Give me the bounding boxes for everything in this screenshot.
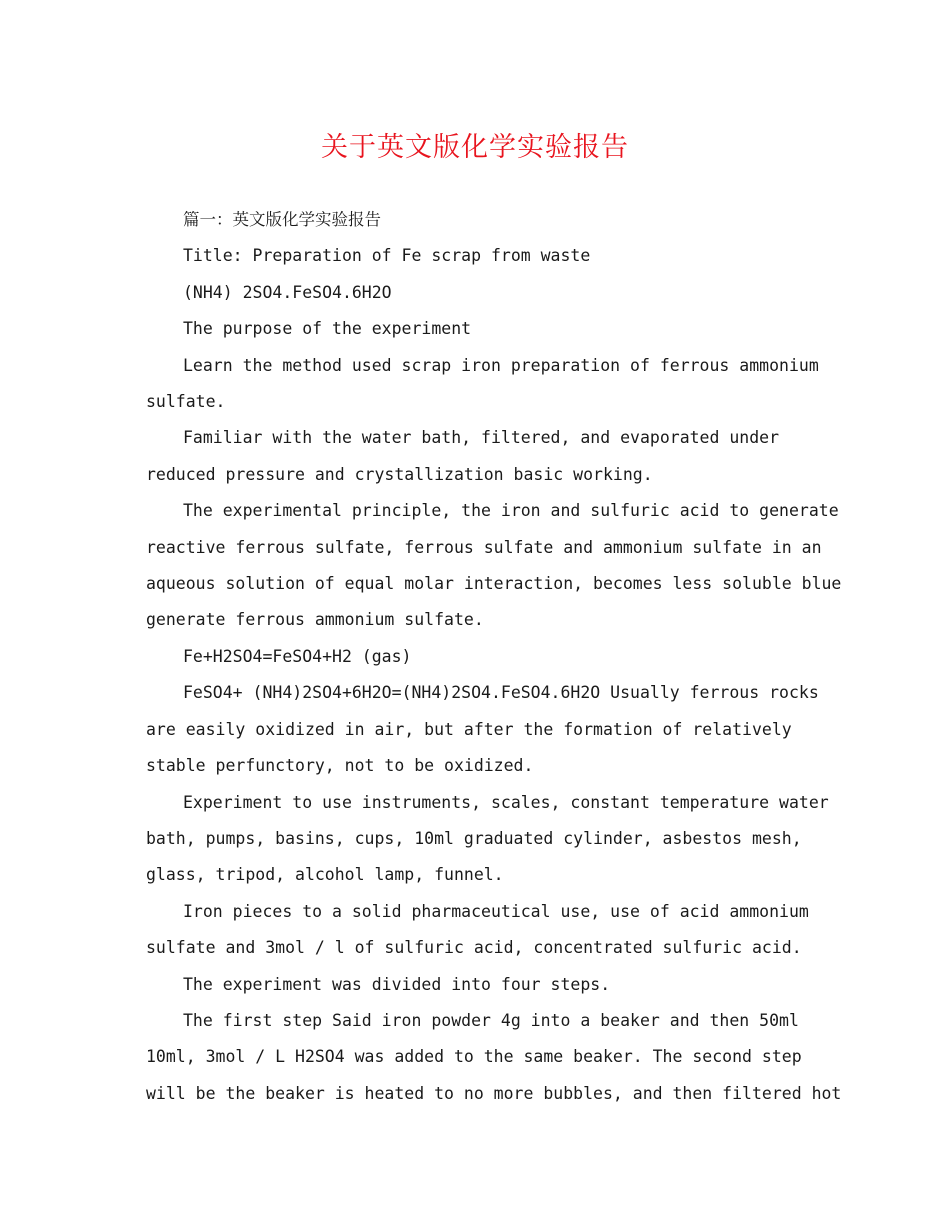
text-line: bath, pumps, basins, cups, 10ml graduated cylinder, asbestos mesh, bbox=[146, 828, 802, 848]
text-line: The first step Said iron powder 4g into a beaker and then 50ml bbox=[183, 1010, 799, 1030]
text-line: sulfate. bbox=[146, 392, 226, 412]
text-line: Title: Preparation of Fe scrap from waste bbox=[183, 246, 591, 266]
text-line: The purpose of the experiment bbox=[183, 319, 472, 339]
text-line: The experimental principle, the iron and sulfuric acid to generate bbox=[183, 501, 839, 521]
text-line: will be the beaker is heated to no more bubbles, and then filtered hot bbox=[146, 1083, 842, 1103]
text-line: Familiar with the water bath, filtered, and evaporated under bbox=[183, 428, 780, 448]
text-line: (NH4) 2SO4.FeSO4.6H2O bbox=[183, 282, 392, 302]
text-line: 篇一：英文版化学实验报告 bbox=[183, 210, 381, 229]
text-line: 10ml, 3mol / L H2SO4 was added to the same beaker. The second step bbox=[146, 1047, 802, 1067]
text-line: glass, tripod, alcohol lamp, funnel. bbox=[146, 865, 504, 885]
text-line: Learn the method used scrap iron preparation of ferrous ammonium bbox=[183, 355, 819, 375]
text-line: sulfate and 3mol / l of sulfuric acid, concentrated sulfuric acid. bbox=[146, 938, 802, 958]
text-line: FeSO4+ (NH4)2SO4+6H2O=(NH4)2SO4.FeSO4.6H2O Usually ferrous rocks bbox=[183, 683, 819, 703]
text-line: aqueous solution of equal molar interaction, becomes less soluble blue bbox=[146, 574, 842, 594]
document-title: 关于英文版化学实验报告 bbox=[321, 132, 629, 163]
text-line: are easily oxidized in air, but after the formation of relatively bbox=[146, 719, 792, 739]
text-line: The experiment was divided into four steps. bbox=[183, 974, 611, 994]
text-line: stable perfunctory, not to be oxidized. bbox=[146, 756, 534, 776]
text-line: Fe+H2SO4=FeSO4+H2 (gas) bbox=[183, 646, 412, 666]
text-line: Experiment to use instruments, scales, constant temperature water bbox=[183, 792, 829, 812]
document-body bbox=[146, 202, 842, 1112]
text-line: generate ferrous ammonium sulfate. bbox=[146, 610, 484, 630]
text-line: reactive ferrous sulfate, ferrous sulfate and ammonium sulfate in an bbox=[146, 537, 822, 557]
text-line: Iron pieces to a solid pharmaceutical use, use of acid ammonium bbox=[183, 901, 809, 921]
text-line: reduced pressure and crystallization basic working. bbox=[146, 464, 653, 484]
